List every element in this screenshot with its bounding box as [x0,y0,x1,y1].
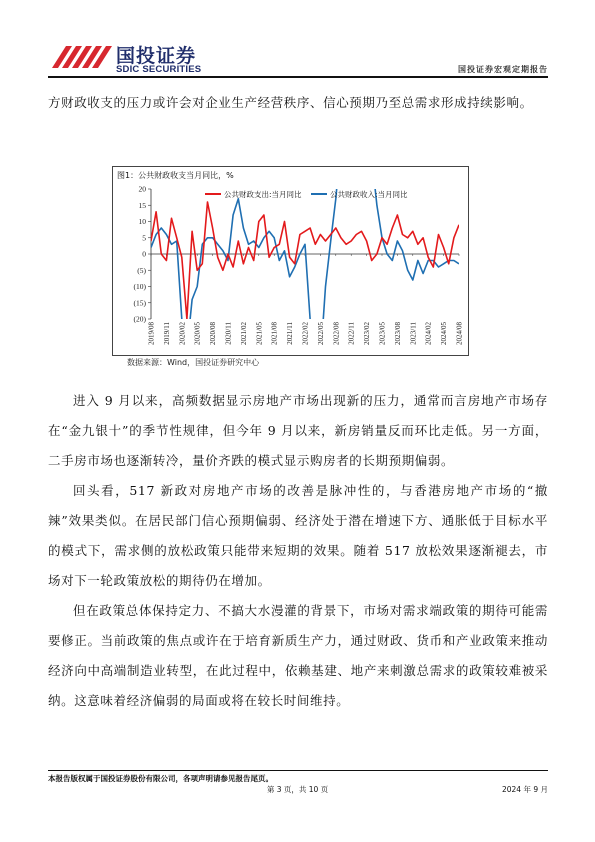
paragraph-intro: 方财政收支的压力或许会对企业生产经营秩序、信心预期乃至总需求形成持续影响。 [48,95,533,110]
chart-source: 数据来源：Wind，国投证券研究中心 [127,358,260,367]
sdic-logo-icon [48,38,112,72]
y-tick-label: 5 [142,233,146,243]
y-tick-label: 20 [138,184,146,194]
x-tick-label: 2023/11 [409,322,418,345]
page-number: 第 3 页，共 10 页 [266,785,329,794]
x-tick-label: 2020/02 [178,322,187,345]
y-tick-label: (15) [133,298,146,308]
series-line-expenditure [151,202,459,319]
x-tick-label: 2020/11 [224,322,233,345]
x-tick-label: 2022/11 [347,322,356,345]
x-tick-label: 2021/08 [270,322,279,345]
x-tick-label: 2020/05 [193,322,202,345]
legend-label: 公共财政支出:当月同比 [224,190,302,199]
footer-divider [48,770,548,771]
x-tick-label: 2019/08 [147,322,156,345]
figure-chart [112,166,469,356]
y-tick-label: (10) [133,282,146,291]
report-header [48,38,548,78]
brand-name-cn: 国投证券 [116,45,197,67]
x-tick-label: 2023/05 [378,322,387,345]
x-tick-label: 2021/11 [286,322,295,345]
x-tick-label: 2022/05 [316,322,325,345]
x-tick-label: 2024/08 [455,322,464,345]
report-type-label: 国投证券宏观定期报告 [458,65,548,74]
y-tick-label: 0 [142,249,146,259]
legend-label: 公共财政收入:当月同比 [330,190,408,199]
copyright-notice: 本报告版权属于国投证券股份有限公司，各项声明请参见报告尾页。 [48,774,273,783]
x-tick-label: 2023/02 [363,322,372,345]
header-divider [48,76,548,78]
x-tick-label: 2022/02 [301,322,310,345]
y-tick-label: (20) [133,314,146,324]
brand-name-en: SDIC SECURITIES [116,64,202,75]
paragraph-housing-pressure: 进入 9 月以来，高频数据显示房地产市场出现新的压力，通常而言房地产市场存在“金九银十”的季节性规律，但今年 9 月以来，新房销量反而环比走低。另一方面，二手房市场也逐渐转冷，量价齐跌的模式显示购房者的长期预期偏弱。 [48,393,548,468]
x-tick-label: 2019/11 [162,322,171,345]
x-tick-label: 2023/08 [393,322,402,345]
x-tick-label: 2020/08 [209,322,218,345]
paragraph-517-policy: 回头看，517 新政对房地产市场的改善是脉冲性的，与香港房地产市场的“撤辣”效果类似。在居民部门信心预期偏弱、经济处于潜在增速下方、通胀低于目标水平的模式下，需求侧的放松政策只能带来短期的效果。随着 517 放松效果逐渐褪去，市场对下一轮政策放松的期待仍在增加。 [48,483,548,588]
report-date: 2024 年 9 月 [501,785,548,794]
y-tick-label: 10 [138,217,146,226]
chart-title: 图1：公共财政收支当月同比，% [117,171,234,180]
paragraph-policy-focus: 但在政策总体保持定力、不搞大水漫灌的背景下，市场对需求端政策的期待可能需要修正。当前政策的焦点或许在于培育新质生产力，通过财政、货币和产业政策来推动经济向中高端制造业转型，在此过程中，依赖基建、地产来刺激总需求的政策较难被采纳。这意味着经济偏弱的局面或将在较长时间维持。 [48,603,548,708]
x-tick-label: 2022/08 [332,322,341,345]
x-tick-label: 2024/02 [424,322,433,345]
line-chart [113,181,468,353]
y-tick-label: 15 [138,200,146,210]
x-tick-label: 2021/05 [255,322,264,345]
x-tick-label: 2024/05 [440,322,449,345]
x-tick-label: 2021/02 [239,322,248,345]
y-tick-label: (5) [137,265,146,275]
